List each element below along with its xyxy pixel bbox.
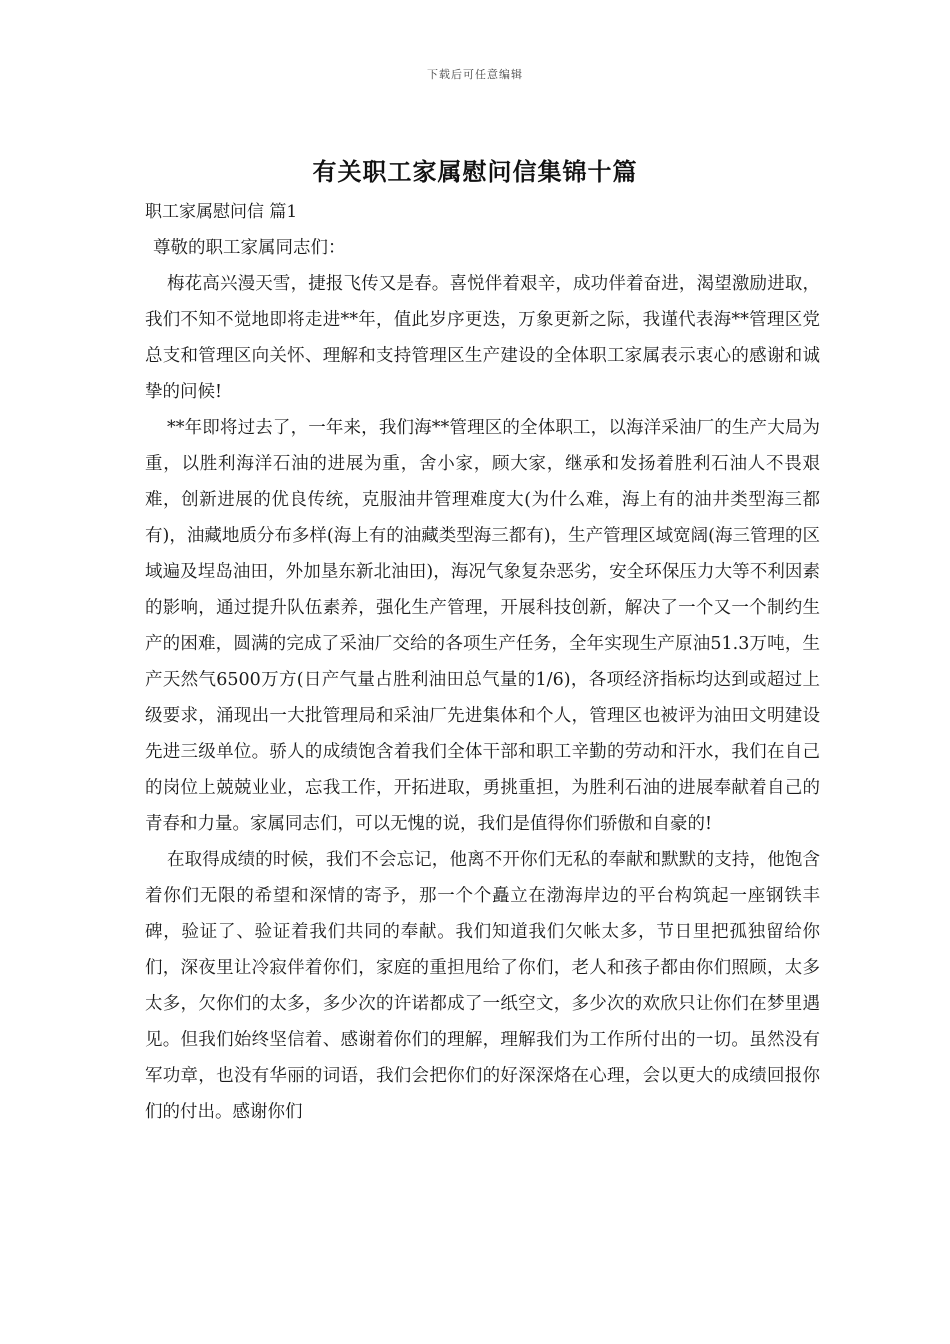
paragraph-2: **年即将过去了，一年来，我们海**管理区的全体职工，以海洋采油厂的生产大局为重，以胜利海洋石油的进展为重，舍小家，顾大家，继承和发扬着胜利石油人不畏艰难，创新进展的优良传统，克服油井管理难度大(为什么难，海上有的油井类型海三都有)，油藏地质分布多样(海上有的油藏类型海三都有)，生产管理区域宽阔(海三管理的区域遍及埕岛油田，外加垦东新北油田)，海况气象复杂恶劣，安全环保压力大等不利因素的影响，通过提升队伍素养，强化生产管理，开展科技创新，解决了一个又一个制约生产的困难，圆满的完成了采油厂交给的各项生产任务，全年实现生产原油51.3万吨，生产天然气6500万方(日产气量占胜利油田总气量的1/6)，各项经济指标均达到或超过上级要求，涌现出一大批管理局和采油厂先进集体和个人，管理区也被评为油田文明建设先进三级单位。骄人的成绩饱含着我们全体干部和职工辛勤的劳动和汗水，我们在自己的岗位上兢兢业业，忘我工作，开拓进取，勇挑重担，为胜利石油的进展奉献着自己的青春和力量。家属同志们，可以无愧的说，我们是值得你们骄傲和自豪的! [145, 418, 820, 834]
document-title: 有关职工家属慰问信集锦十篇 [312, 157, 638, 186]
paragraph-1: 梅花高兴漫天雪，捷报飞传又是春。喜悦伴着艰辛，成功伴着奋进，渴望激励进取，我们不知不觉地即将走进**年，值此岁序更迭，万象更新之际，我谨代表海**管理区党总支和管理区向关怀、理解和支持管理区生产建设的全体职工家属表示衷心的感谢和诚挚的问候! [145, 274, 820, 402]
paragraph-3: 在取得成绩的时候，我们不会忘记，他离不开你们无私的奉献和默默的支持，他饱含着你们无限的希望和深情的寄予，那一个个矗立在渤海岸边的平台构筑起一座钢铁丰碑，验证了、验证着我们共同的奉献。我们知道我们欠帐太多，节日里把孤独留给你们，深夜里让冷寂伴着你们，家庭的重担甩给了你们，老人和孩子都由你们照顾，太多太多，欠你们的太多，多少次的许诺都成了一纸空文，多少次的欢欣只让你们在梦里遇见。但我们始终坚信着、感谢着你们的理解，理解我们为工作所付出的一切。虽然没有军功章，也没有华丽的词语，我们会把你们的好深深烙在心理，会以更大的成绩回报你们的付出。感谢你们 [145, 850, 820, 1122]
salutation: 尊敬的职工家属同志们： [153, 238, 346, 258]
header-note: 下载后可任意编辑 [427, 68, 523, 81]
section-subheading: 职工家属慰问信 篇1 [145, 202, 298, 222]
document-body [145, 194, 820, 1130]
